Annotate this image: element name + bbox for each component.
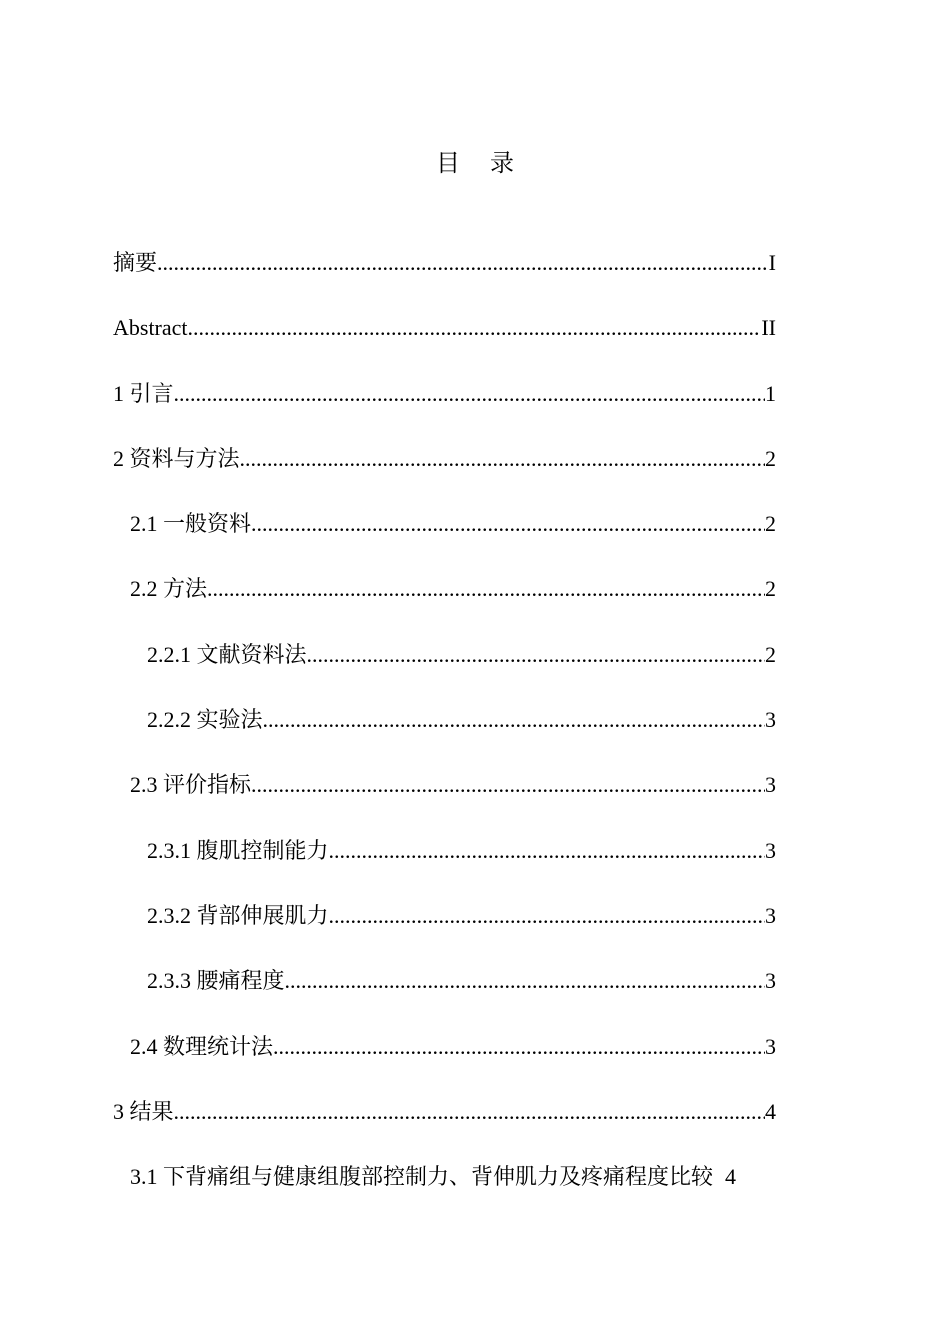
toc-entry-label: 2.3.2 背部伸展肌力 xyxy=(147,902,329,928)
toc-entry-page: 3 xyxy=(765,837,776,863)
toc-entry-general-data[interactable] xyxy=(113,507,776,572)
toc-entry-page: II xyxy=(761,315,776,341)
toc-leader-dots xyxy=(251,507,765,541)
toc-leader-dots xyxy=(174,1095,765,1129)
toc-entry-label: 3 结果 xyxy=(113,1098,174,1124)
toc-entry-label: 摘要 xyxy=(113,250,158,275)
toc-leader-dots xyxy=(263,703,765,737)
toc-entry-page: 3 xyxy=(765,968,776,994)
toc-entry-methods[interactable] xyxy=(113,572,776,637)
toc-list xyxy=(113,246,776,1225)
toc-entry-page: 2 xyxy=(765,641,776,667)
toc-entry-page: 3 xyxy=(765,707,776,733)
toc-entry-label: Abstract xyxy=(113,315,188,341)
toc-leader-dots xyxy=(240,442,765,476)
toc-entry-results[interactable] xyxy=(113,1095,776,1160)
toc-entry-label: 2.3 评价指标 xyxy=(130,772,252,798)
toc-entry-label: 1 引言 xyxy=(113,380,174,406)
toc-entry-page: 1 xyxy=(765,380,776,406)
toc-entry-abstract-en[interactable] xyxy=(113,311,776,376)
toc-entry-page: 2 xyxy=(765,576,776,602)
toc-entry-page: 3 xyxy=(765,772,776,798)
toc-title: 目 录 xyxy=(436,151,526,177)
toc-leader-dots xyxy=(207,572,765,606)
toc-entry-abstract-cn[interactable] xyxy=(113,246,776,311)
toc-entry-evaluation-indicators[interactable] xyxy=(113,768,776,833)
toc-entry-group-comparison[interactable] xyxy=(113,1160,860,1225)
toc-entry-label: 2.4 数理统计法 xyxy=(130,1033,274,1059)
toc-leader-dots xyxy=(285,964,765,998)
toc-entry-page: 4 xyxy=(765,1098,776,1124)
toc-entry-label: 2.1 一般资料 xyxy=(130,511,252,537)
toc-entry-page: 2 xyxy=(765,511,776,537)
toc-leader-dots xyxy=(157,246,769,280)
toc-entry-label: 3.1 下背痛组与健康组腹部控制力、背伸肌力及疼痛程度比较 xyxy=(130,1164,714,1190)
toc-entry-label: 2.3.3 腰痛程度 xyxy=(147,968,285,994)
toc-entry-page: 3 xyxy=(765,1033,776,1059)
toc-leader-dots xyxy=(329,834,765,868)
toc-entry-abdominal-control[interactable] xyxy=(113,834,776,899)
toc-entry-label: 2.3.1 腹肌控制能力 xyxy=(147,837,329,863)
toc-leader-dots xyxy=(174,377,765,411)
toc-entry-introduction[interactable] xyxy=(113,377,776,442)
toc-entry-label: 2.2.2 实验法 xyxy=(147,707,263,733)
toc-entry-label: 2 资料与方法 xyxy=(113,445,240,471)
toc-entry-page: 2 xyxy=(765,445,776,471)
toc-leader-dots xyxy=(188,311,762,345)
toc-leader-dots xyxy=(307,638,765,672)
toc-entry-pain-degree[interactable] xyxy=(113,964,776,1029)
toc-entry-statistics[interactable] xyxy=(113,1030,776,1095)
toc-entry-page: 4 xyxy=(725,1164,737,1190)
toc-entry-page: I xyxy=(768,250,776,275)
toc-leader-dots xyxy=(251,768,765,802)
toc-entry-label: 2.2 方法 xyxy=(130,576,208,602)
toc-entry-label: 2.2.1 文献资料法 xyxy=(147,641,307,667)
toc-entry-literature-method[interactable] xyxy=(113,638,776,703)
toc-entry-page: 3 xyxy=(765,902,776,928)
toc-entry-back-extension[interactable] xyxy=(113,899,776,964)
toc-entry-experimental-method[interactable] xyxy=(113,703,776,768)
toc-leader-dots xyxy=(329,899,765,933)
toc-leader-dots xyxy=(273,1030,765,1064)
toc-entry-materials-methods[interactable] xyxy=(113,442,776,507)
